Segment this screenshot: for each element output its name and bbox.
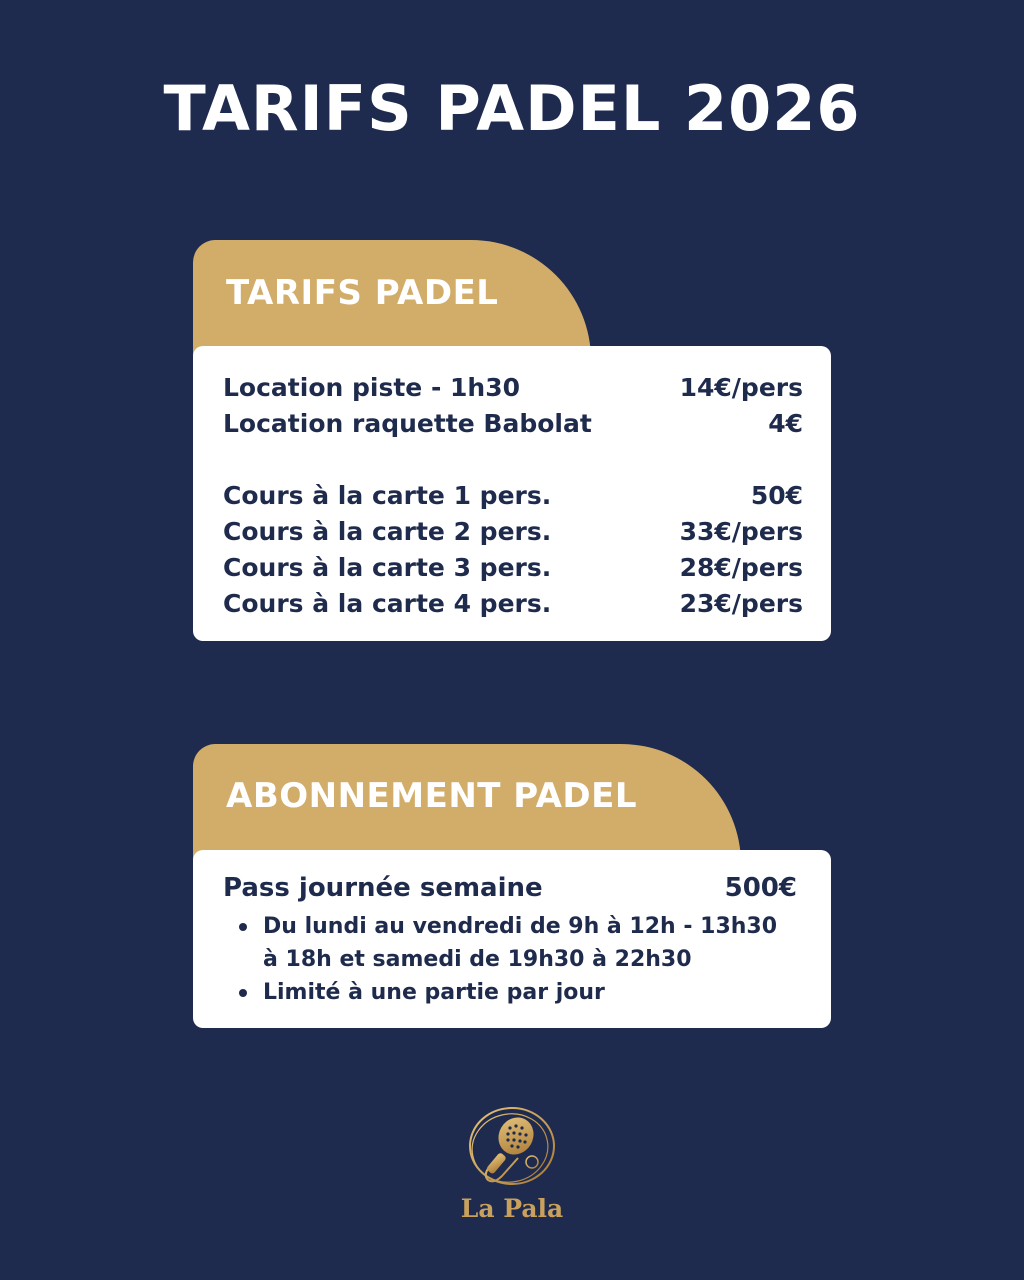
tarifs-section-heading: TARIFS PADEL xyxy=(193,240,591,360)
pass-conditions-list xyxy=(223,910,797,1009)
price-row-value: 33€/pers xyxy=(679,517,803,546)
padel-racket-logo-icon xyxy=(462,1104,562,1190)
price-row-value: 23€/pers xyxy=(679,589,803,618)
price-row-label: Cours à la carte 2 pers. xyxy=(223,517,552,546)
price-row-value: 50€ xyxy=(750,481,803,510)
abonnement-section-heading: ABONNEMENT PADEL xyxy=(193,744,741,864)
page-title: TARIFS PADEL 2026 xyxy=(163,72,861,145)
price-row xyxy=(223,370,803,406)
list-item xyxy=(263,910,797,976)
pass-label: Pass journée semaine xyxy=(223,873,543,903)
price-row-label: Location piste - 1h30 xyxy=(223,373,521,402)
price-row xyxy=(223,406,803,442)
abonnement-card xyxy=(193,850,831,1028)
bullet-icon xyxy=(239,923,247,931)
list-item-text: Limité à une partie par jour xyxy=(263,980,605,1005)
price-row-label: Cours à la carte 3 pers. xyxy=(223,553,552,582)
price-row xyxy=(223,550,803,586)
price-row-value: 14€/pers xyxy=(679,373,803,402)
price-row xyxy=(223,586,803,622)
price-row-label: Cours à la carte 4 pers. xyxy=(223,589,552,618)
pass-price: 500€ xyxy=(724,873,797,903)
price-row-label: Location raquette Babolat xyxy=(223,409,592,438)
price-row-value: 4€ xyxy=(768,409,803,438)
price-row xyxy=(223,514,803,550)
price-row-label: Cours à la carte 1 pers. xyxy=(223,481,552,510)
pass-row xyxy=(223,870,797,906)
price-row xyxy=(223,478,803,514)
brand-name: La Pala xyxy=(460,1194,564,1223)
list-item-text: Du lundi au vendredi de 9h à 12h - 13h30 à 18h et samedi de 19h30 à 22h30 xyxy=(263,914,778,972)
tarifs-card xyxy=(193,346,831,641)
price-row-value: 28€/pers xyxy=(679,553,803,582)
bullet-icon xyxy=(239,989,247,997)
list-item xyxy=(263,976,797,1009)
